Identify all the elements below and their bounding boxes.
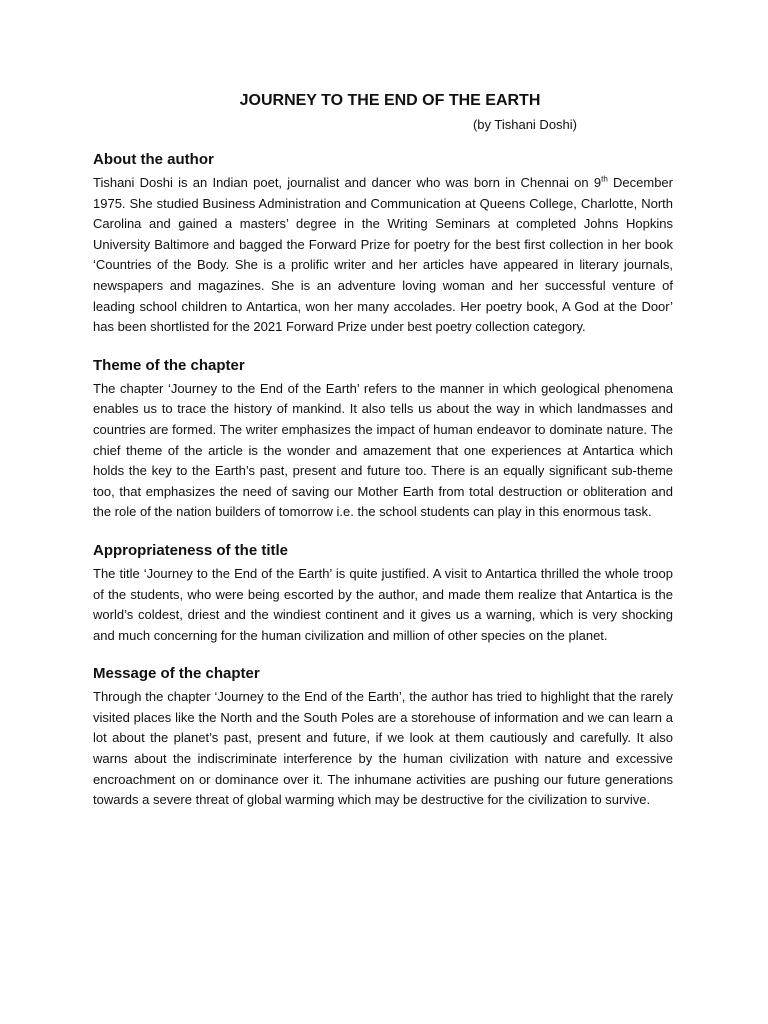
section-heading: Theme of the chapter [93,356,245,374]
section-message [93,664,673,811]
document-title: JOURNEY TO THE END OF THE EARTH [239,92,541,109]
section-paragraph: The chapter ‘Journey to the End of the Earth’ refers to the manner in which geological phenomena enables us to trace the history of mankind. It also tells us about the way in which landmasses and countries are formed. The writer emphasizes the impact of human endeavor to dominate nature. The chief theme of the article is the wonder and amazement that one experiences at Antartica which holds the key to the Earth’s past, present and future too. There is an equally significant sub-theme too, that emphasizes the need of saving our Mother Earth from total destruction or obliteration and the role of the nation builders of tomorrow i.e. the school students can play in this enormous task. [93,380,673,520]
section-heading: Appropriateness of the title [93,541,289,559]
section-about-author [93,150,673,338]
section-title-appropriateness [93,541,673,646]
paragraph-text: Tishani Doshi is an Indian poet, journalist and dancer who was born in Chennai on 9 [93,175,602,190]
author-byline: (by Tishani Doshi) [472,117,577,132]
paragraph-text: December 1975. She studied Business Administration and Communication at Queens College, Charlotte, North Carolina and gained a masters’ degree in the Writing Seminars at completed Johns Hopkins University Baltimore and bagged the Forward Prize for poetry for the best first collection in her book ‘Countries of the Body. She is a prolific writer and her articles have appeared in literary journals, newspapers and magazines. She is an adventure loving woman and her successful venture of leading school children to Antartica, won her many accolades. Her poetry book, A God at the Door’ has been shortlisted for the 2021 Forward Prize under best poetry collection category. [93,175,673,335]
ordinal-superscript: th [601,174,608,184]
section-theme [93,356,673,523]
section-paragraph: Through the chapter ‘Journey to the End of the Earth’, the author has tried to highlight that the rarely visited places like the North and the South Poles are a storehouse of information and we can learn a lot about the planet’s past, present and future, if we look at them cautiously and carefully. It also warns about the indiscriminate interference by the human civilization with nature and excessive encroachment on or dominance over it. The inhumane activities are pushing our future generations towards a severe threat of global warming which may be destructive for the civilization to survive. [93,689,673,808]
section-heading: Message of the chapter [93,665,260,683]
section-paragraph [93,173,673,338]
section-paragraph: The title ‘Journey to the End of the Earth’ is quite justified. A visit to Antartica thrilled the whole troop of the students, who were being escorted by the author, and made them realize that Antartica is the world’s coldest, driest and the windiest continent and it gives us a warning, which is very shocking and much concerning for the human civilization and million of other species on the planet. [93,565,673,643]
document-content [93,90,673,811]
section-heading: About the author [93,151,214,168]
